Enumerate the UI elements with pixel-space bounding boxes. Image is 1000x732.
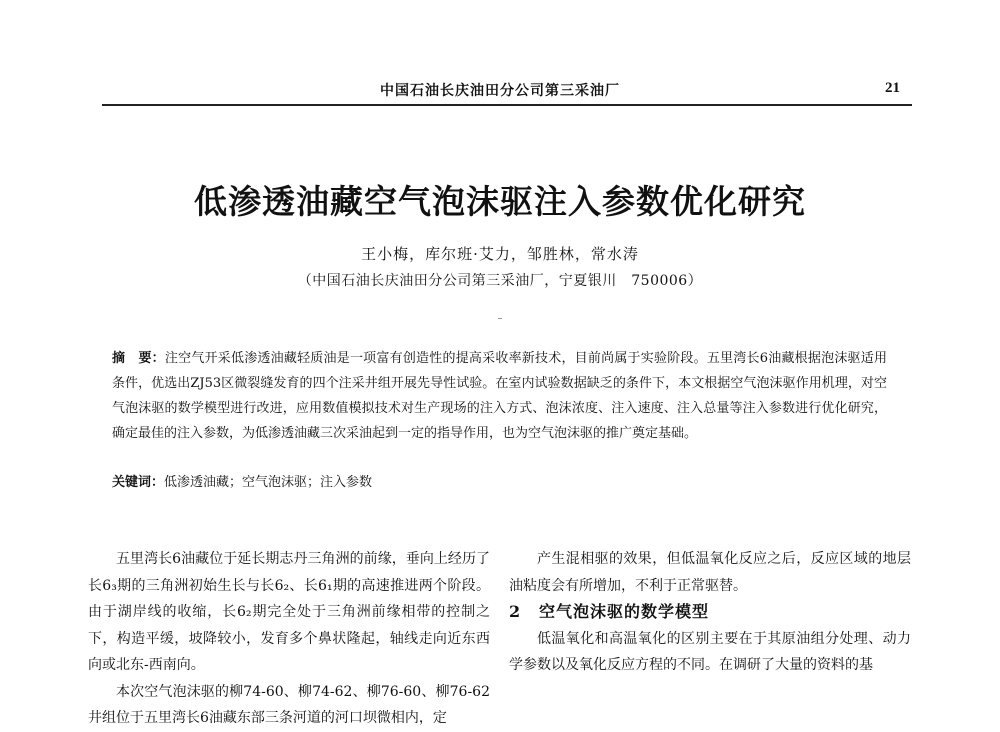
section-title: 空气泡沫驱的数学模型 — [539, 602, 710, 621]
keywords — [112, 471, 887, 495]
keywords-text: 低渗透油藏；空气泡沫驱；注入参数 — [164, 475, 373, 490]
body-paragraph: 本次空气泡沫驱的柳74-60、柳74-62、柳76-60、柳76-62井组位于五里湾长6油藏东部三条河道的河口坝微相内，定 — [88, 683, 490, 726]
article-title: 低渗透油藏空气泡沫驱注入参数优化研究 — [194, 182, 806, 221]
section-number: 2 — [509, 602, 522, 621]
header-rule — [102, 104, 912, 106]
abstract-text: 注空气开采低渗透油藏轻质油是一项富有创造性的提高采收率新技术，目前尚属于实验阶段。五里湾长6油藏根据泡沫驱适用条件，优选出ZJ53区微裂缝发育的四个注采井组开展先导性试验。在室内试验数据缺乏的条件下，本文根据空气泡沫驱作用机理，对空气泡沫驱的数学模型进行改进，应用数值模拟技术对生产现场的注入方式、泡沫浓度、注入速度、注入总量等注入参数进行优化研究，确定最佳的注入参数，为低渗透油藏三次采油起到一定的指导作用，也为空气泡沫驱的推广奠定基础。 — [112, 351, 887, 441]
journal-name: 中国石油长庆油田分公司第三采油厂 — [380, 83, 620, 99]
body-paragraph: 低温氧化和高温氧化的区别主要在于其原油组分处理、动力学参数以及氧化反应方程的不同。在调研了大量的资料的基 — [509, 630, 911, 673]
body-paragraph: 产生混相驱的效果，但低温氧化反应之后，反应区域的地层油粘度会有所增加，不利于正常驱替。 — [509, 551, 911, 594]
body-column-left — [88, 546, 490, 732]
body-paragraph: 五里湾长6油藏位于延长期志丹三角洲的前缘，垂向上经历了长6₃期的三角洲初始生长与长6₂、长6₁期的高速推进两个阶段。由于湖岸线的收缩，长6₂期完全处于三角洲前缘相带的控制之下，构造平缓，坡降较小，发育多个鼻状隆起，轴线走向近东西向或北东-西南向。 — [88, 551, 490, 673]
affiliation: （中国石油长庆油田分公司第三采油厂，宁夏银川 750006） — [297, 273, 703, 289]
running-header — [0, 80, 1000, 104]
abstract — [112, 346, 887, 446]
keywords-label: 关键词： — [112, 475, 165, 490]
divider-mark — [498, 318, 502, 319]
abstract-label: 摘 要： — [112, 351, 165, 366]
author-list: 王小梅，库尔班·艾力，邹胜林，常水涛 — [361, 245, 639, 263]
section-heading — [509, 599, 911, 626]
body-column-right — [509, 546, 911, 679]
page-number: 21 — [885, 80, 900, 96]
